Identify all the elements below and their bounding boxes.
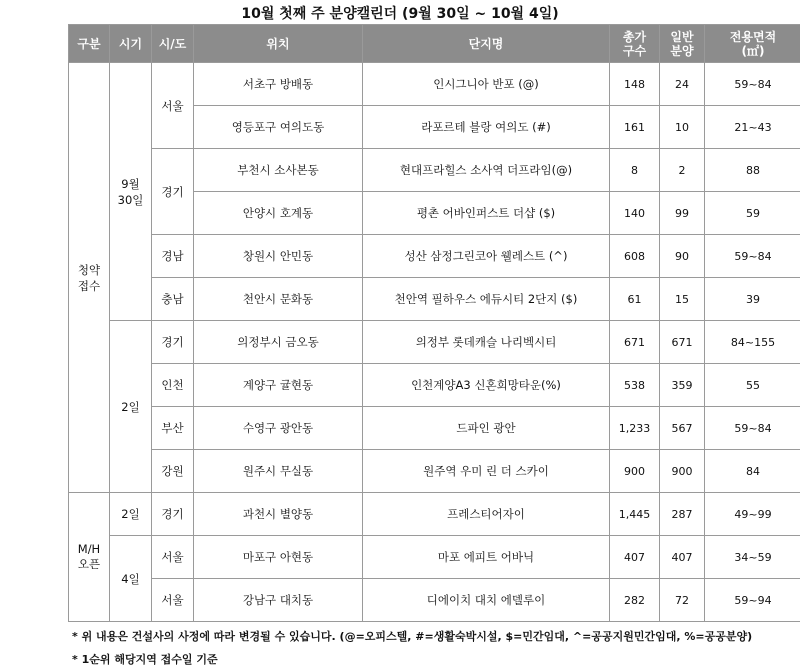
location-cell: 수영구 광안동	[194, 407, 363, 450]
location-cell: 강남구 대치동	[194, 579, 363, 622]
table-row	[69, 579, 800, 622]
area-cell: 84	[705, 450, 800, 493]
table-row	[69, 364, 800, 407]
table-row	[69, 235, 800, 278]
header-general-sale: 일반 분양	[660, 25, 705, 63]
general-cell: 900	[660, 450, 705, 493]
complex-cell: 인시그니아 반포 (@)	[363, 63, 610, 106]
table-row	[69, 407, 800, 450]
header-total-units: 총가 구수	[610, 25, 660, 63]
header-region: 시/도	[152, 25, 194, 63]
location-cell: 계양구 귤현동	[194, 364, 363, 407]
table-row	[69, 450, 800, 493]
complex-cell: 평촌 어바인퍼스트 더샵 ($)	[363, 192, 610, 235]
header-complex: 단지명	[363, 25, 610, 63]
area-cell: 59~84	[705, 63, 800, 106]
location-cell: 마포구 아현동	[194, 536, 363, 579]
complex-cell: 디에이치 대치 에델루이	[363, 579, 610, 622]
complex-cell: 성산 삼정그린코아 웰레스트 (^)	[363, 235, 610, 278]
date-sep30: 9월 30일	[110, 63, 152, 321]
header-location: 위치	[194, 25, 363, 63]
location-cell: 영등포구 여의도동	[194, 106, 363, 149]
location-cell: 원주시 무실동	[194, 450, 363, 493]
table-row	[69, 493, 800, 536]
total-cell: 608	[610, 235, 660, 278]
area-cell: 21~43	[705, 106, 800, 149]
complex-cell: 원주역 우미 린 더 스카이	[363, 450, 610, 493]
total-cell: 148	[610, 63, 660, 106]
general-cell: 90	[660, 235, 705, 278]
location-cell: 과천시 별양동	[194, 493, 363, 536]
location-cell: 창원시 안민동	[194, 235, 363, 278]
total-cell: 61	[610, 278, 660, 321]
complex-cell: 인천계양A3 신혼희망타운(%)	[363, 364, 610, 407]
region-cell: 부산	[152, 407, 194, 450]
region-cell: 경기	[152, 149, 194, 235]
region-cell: 서울	[152, 63, 194, 149]
total-cell: 1,233	[610, 407, 660, 450]
region-cell: 경기	[152, 493, 194, 536]
general-cell: 15	[660, 278, 705, 321]
table-row	[69, 321, 800, 364]
area-cell: 49~99	[705, 493, 800, 536]
complex-cell: 라포르테 블랑 여의도 (#)	[363, 106, 610, 149]
location-cell: 의정부시 금오동	[194, 321, 363, 364]
area-cell: 55	[705, 364, 800, 407]
location-cell: 천안시 문화동	[194, 278, 363, 321]
general-cell: 72	[660, 579, 705, 622]
general-cell: 567	[660, 407, 705, 450]
area-cell: 59~84	[705, 407, 800, 450]
calendar-table	[68, 24, 800, 622]
table-row	[69, 536, 800, 579]
total-cell: 538	[610, 364, 660, 407]
general-cell: 24	[660, 63, 705, 106]
area-cell: 59~94	[705, 579, 800, 622]
date-mh-oct2: 2일	[110, 493, 152, 536]
region-cell: 서울	[152, 536, 194, 579]
area-cell: 84~155	[705, 321, 800, 364]
table-row	[69, 278, 800, 321]
table-row	[69, 149, 800, 192]
complex-cell: 드파인 광안	[363, 407, 610, 450]
region-cell: 인천	[152, 364, 194, 407]
general-cell: 99	[660, 192, 705, 235]
location-cell: 부천시 소사본동	[194, 149, 363, 192]
group-subscription: 청약 접수	[69, 63, 110, 493]
total-cell: 140	[610, 192, 660, 235]
header-area: 전용면적 (㎡)	[705, 25, 800, 63]
area-cell: 34~59	[705, 536, 800, 579]
total-cell: 671	[610, 321, 660, 364]
location-cell: 안양시 호계동	[194, 192, 363, 235]
date-oct2: 2일	[110, 321, 152, 493]
table-row	[69, 63, 800, 106]
area-cell: 59~84	[705, 235, 800, 278]
general-cell: 2	[660, 149, 705, 192]
general-cell: 10	[660, 106, 705, 149]
complex-cell: 천안역 필하우스 에듀시티 2단지 ($)	[363, 278, 610, 321]
complex-cell: 의정부 롯데캐슬 나리벡시티	[363, 321, 610, 364]
general-cell: 407	[660, 536, 705, 579]
complex-cell: 프레스티어자이	[363, 493, 610, 536]
total-cell: 161	[610, 106, 660, 149]
region-cell: 경남	[152, 235, 194, 278]
total-cell: 407	[610, 536, 660, 579]
area-cell: 39	[705, 278, 800, 321]
general-cell: 287	[660, 493, 705, 536]
complex-cell: 마포 에피트 어바닉	[363, 536, 610, 579]
total-cell: 900	[610, 450, 660, 493]
complex-cell: 현대프라힐스 소사역 더프라임(@)	[363, 149, 610, 192]
footnote-basis: * 1순위 해당지역 접수일 기준	[72, 653, 218, 666]
date-mh-oct4: 4일	[110, 536, 152, 622]
area-cell: 88	[705, 149, 800, 192]
header-row	[69, 25, 800, 63]
region-cell: 서울	[152, 579, 194, 622]
region-cell: 경기	[152, 321, 194, 364]
general-cell: 671	[660, 321, 705, 364]
header-period: 시기	[110, 25, 152, 63]
total-cell: 282	[610, 579, 660, 622]
general-cell: 359	[660, 364, 705, 407]
region-cell: 충남	[152, 278, 194, 321]
region-cell: 강원	[152, 450, 194, 493]
footnote-legend: * 위 내용은 건설사의 사정에 따라 변경될 수 있습니다. (@=오피스텔, #=생활숙박시설, $=민간임대, ^=공공지원민간임대, %=공공분양)	[72, 630, 753, 643]
group-model-house: M/H 오픈	[69, 493, 110, 622]
total-cell: 8	[610, 149, 660, 192]
area-cell: 59	[705, 192, 800, 235]
total-cell: 1,445	[610, 493, 660, 536]
header-type: 구분	[69, 25, 110, 63]
page-title: 10월 첫째 주 분양캘린더 (9월 30일 ~ 10월 4일)	[241, 6, 559, 22]
location-cell: 서초구 방배동	[194, 63, 363, 106]
